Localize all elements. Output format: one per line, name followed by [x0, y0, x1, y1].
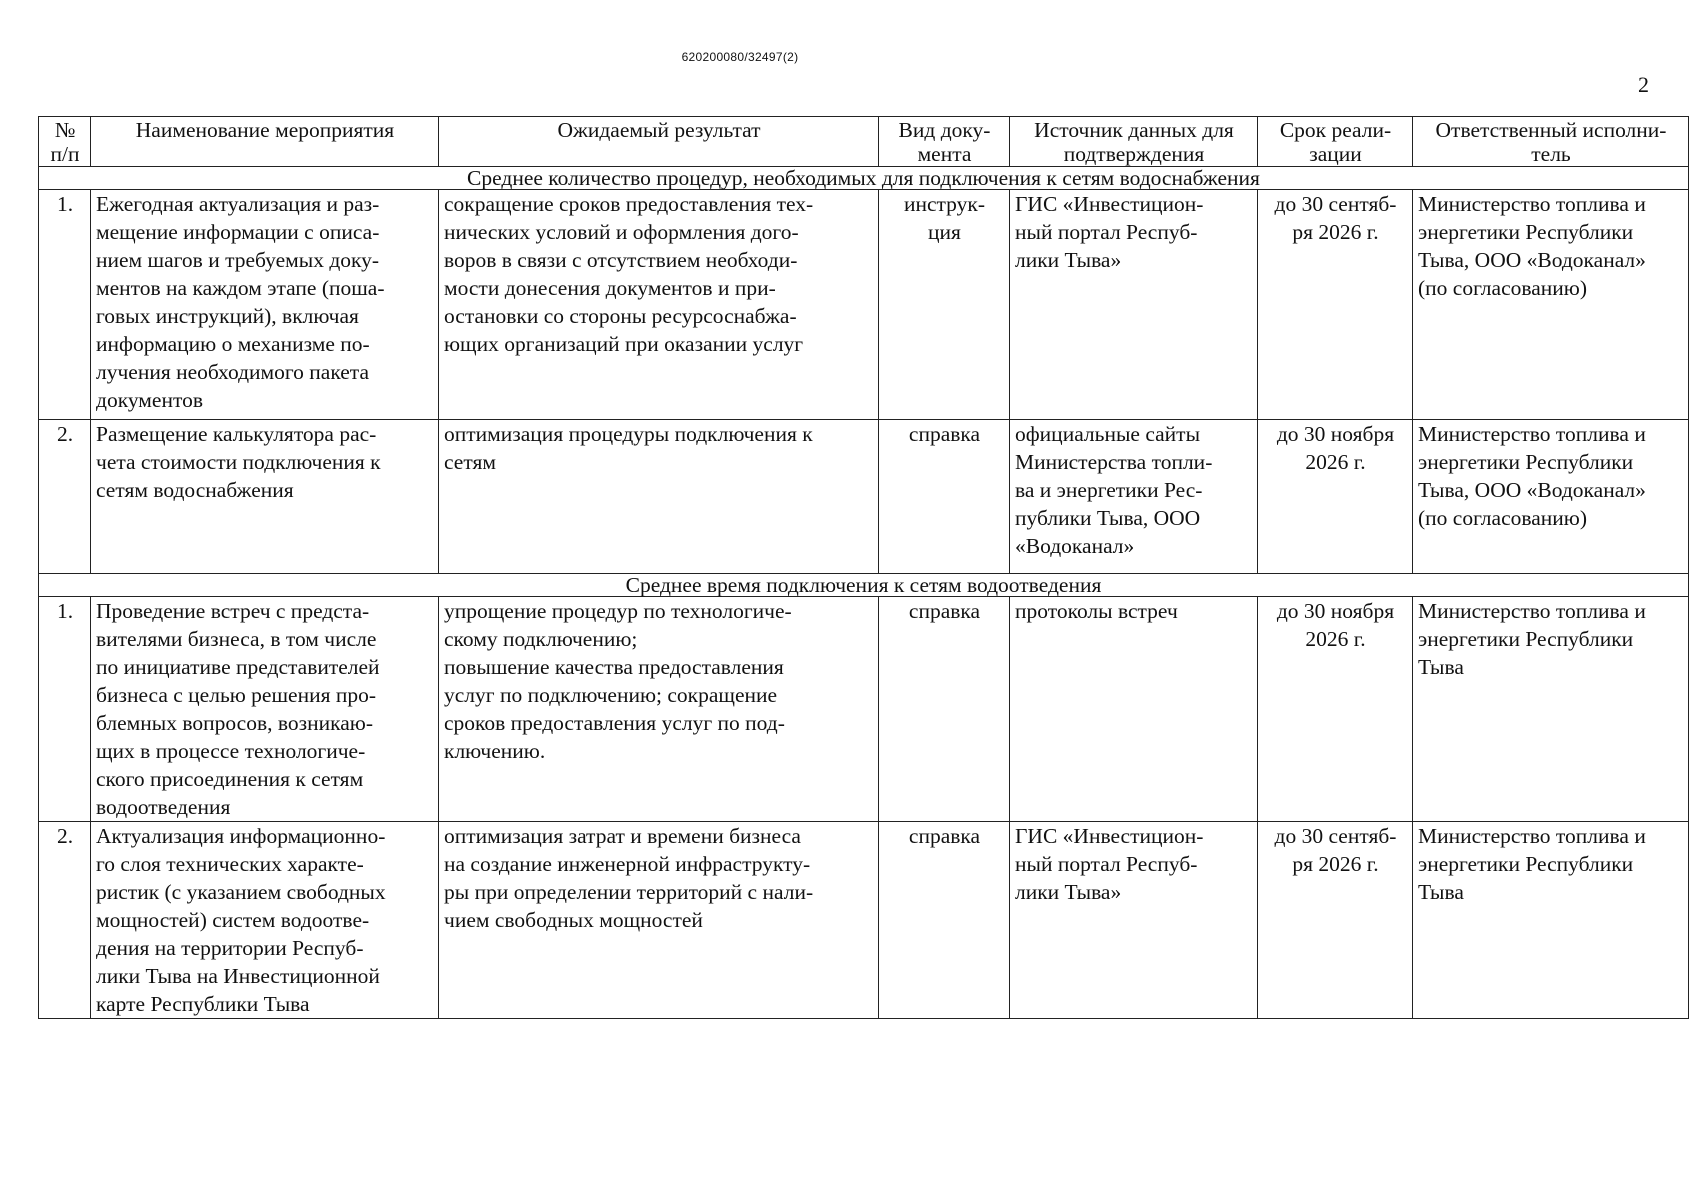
- action-plan-table: [38, 116, 1689, 1019]
- header-number: [39, 117, 91, 167]
- cell-deadline: [1258, 420, 1413, 574]
- cell-line: повышение качества предоставления: [444, 655, 784, 679]
- cell-line: скому подключению;: [444, 627, 638, 651]
- cell-line: справка: [908, 824, 981, 848]
- cell-line: Министерство топлива и: [1418, 422, 1646, 446]
- cell-line: до 30 сентяб-: [1274, 192, 1397, 216]
- cell-line: остановки со стороны ресурсоснабжа-: [444, 304, 797, 328]
- cell-line: ключению.: [444, 739, 546, 763]
- cell-line: (по согласованию): [1418, 506, 1588, 530]
- header-line: п/п: [50, 142, 80, 166]
- cell-action-name: [91, 420, 439, 574]
- cell-line: воров в связи с отсутствием необходи-: [444, 248, 798, 272]
- cell-responsible: [1413, 190, 1689, 420]
- cell-line: Министерство топлива и: [1418, 599, 1646, 623]
- cell-line: Размещение калькулятора рас-: [96, 422, 377, 446]
- header-line: Ответственный исполни-: [1435, 118, 1667, 142]
- cell-document-type: [879, 822, 1010, 1019]
- cell-line: до 30 сентяб-: [1274, 824, 1397, 848]
- document-id: 620200080/32497(2): [681, 50, 799, 64]
- cell-line: справка: [908, 599, 981, 623]
- cell-line: говых инструкций), включая: [96, 304, 359, 328]
- cell-line: лики Тыва на Инвестиционной: [96, 964, 380, 988]
- header-line: тель: [1531, 142, 1571, 166]
- cell-line: протоколы встреч: [1015, 599, 1178, 623]
- cell-line: Министерство топлива и: [1418, 192, 1646, 216]
- header-line: зации: [1309, 142, 1362, 166]
- cell-line: мещение информации с описа-: [96, 220, 380, 244]
- cell-line: упрощение процедур по технологиче-: [444, 599, 792, 623]
- header-source: [1010, 117, 1258, 167]
- header-line: подтверждения: [1063, 142, 1205, 166]
- cell-line: дения на территории Респуб-: [96, 936, 364, 960]
- cell-line: карте Республики Тыва: [96, 992, 310, 1016]
- cell-line: Проведение встреч с предста-: [96, 599, 370, 623]
- cell-document-type: [879, 190, 1010, 420]
- cell-line: информацию о механизме по-: [96, 332, 370, 356]
- cell-line: ГИС «Инвестицион-: [1015, 824, 1204, 848]
- cell-line: оптимизация процедуры подключения к: [444, 422, 813, 446]
- section-title: Среднее количество процедур, необходимых для подключения к сетям водоснабжения: [39, 167, 1689, 190]
- cell-expected-result: [439, 420, 879, 574]
- header-line: №: [54, 118, 76, 142]
- cell-expected-result: [439, 822, 879, 1019]
- cell-line: щих в процессе технологиче-: [96, 739, 366, 763]
- cell-line: Ежегодная актуализация и раз-: [96, 192, 380, 216]
- cell-line: Тыва: [1418, 655, 1464, 679]
- cell-line: документов: [96, 388, 203, 412]
- header-term: [1258, 117, 1413, 167]
- cell-line: оптимизация затрат и времени бизнеса: [444, 824, 801, 848]
- cell-line: сетям: [444, 450, 496, 474]
- cell-line: 2026 г.: [1305, 450, 1366, 474]
- cell-line: ристик (с указанием свободных: [96, 880, 386, 904]
- header-line: Вид доку-: [898, 118, 991, 142]
- cell-data-source: [1010, 597, 1258, 822]
- cell-line: Министерство топлива и: [1418, 824, 1646, 848]
- table-header-row: [39, 117, 1689, 167]
- header-line: Срок реали-: [1279, 118, 1392, 142]
- cell-line: Министерства топли-: [1015, 450, 1213, 474]
- cell-action-name: [91, 190, 439, 420]
- cell-line: до 30 ноября: [1276, 599, 1395, 623]
- header-doc-type: [879, 117, 1010, 167]
- cell-line: лики Тыва»: [1015, 248, 1122, 272]
- cell-line: Тыва: [1418, 880, 1464, 904]
- header-responsible: [1413, 117, 1689, 167]
- header-result: [439, 117, 879, 167]
- cell-line: публики Тыва, ООО: [1015, 506, 1201, 530]
- cell-line: сроков предоставления услуг по под-: [444, 711, 785, 735]
- cell-expected-result: [439, 190, 879, 420]
- cell-line: Тыва, ООО «Водоканал»: [1418, 248, 1646, 272]
- section-row: [39, 167, 1689, 190]
- cell-line: ва и энергетики Рес-: [1015, 478, 1203, 502]
- cell-line: ГИС «Инвестицион-: [1015, 192, 1204, 216]
- cell-line: блемных вопросов, возникаю-: [96, 711, 373, 735]
- cell-line: сетям водоснабжения: [96, 478, 294, 502]
- cell-line: лучения необходимого пакета: [96, 360, 370, 384]
- cell-expected-result: [439, 597, 879, 822]
- cell-line: водоотведения: [96, 795, 231, 819]
- cell-line: (по согласованию): [1418, 276, 1588, 300]
- cell-line: ментов на каждом этапе (поша-: [96, 276, 385, 300]
- cell-line: энергетики Республики: [1418, 852, 1634, 876]
- cell-line: нических условий и оформления дого-: [444, 220, 799, 244]
- cell-line: энергетики Республики: [1418, 450, 1634, 474]
- cell-line: чета стоимости подключения к: [96, 450, 381, 474]
- header-line: Наименование мероприятия: [135, 118, 395, 142]
- cell-line: официальные сайты: [1015, 422, 1201, 446]
- cell-line: го слоя технических характе-: [96, 852, 364, 876]
- table-row: [39, 420, 1689, 574]
- section-title: Среднее время подключения к сетям водоотведения: [39, 574, 1689, 597]
- table-row: [39, 597, 1689, 822]
- cell-number: 1.: [39, 597, 91, 822]
- cell-deadline: [1258, 190, 1413, 420]
- cell-line: вителями бизнеса, в том числе: [96, 627, 377, 651]
- cell-line: нием шагов и требуемых доку-: [96, 248, 380, 272]
- header-line: Источник данных для: [1034, 118, 1234, 142]
- cell-line: мощностей) систем водоотве-: [96, 908, 370, 932]
- cell-line: ры при определении территорий с нали-: [444, 880, 814, 904]
- cell-line: ный портал Респуб-: [1015, 852, 1198, 876]
- cell-deadline: [1258, 822, 1413, 1019]
- cell-line: чием свободных мощностей: [444, 908, 703, 932]
- cell-line: Актуализация информационно-: [96, 824, 386, 848]
- table-row: [39, 190, 1689, 420]
- cell-number: 2.: [39, 420, 91, 574]
- cell-document-type: [879, 420, 1010, 574]
- cell-line: услуг по подключению; сокращение: [444, 683, 778, 707]
- cell-action-name: [91, 597, 439, 822]
- cell-responsible: [1413, 822, 1689, 1019]
- cell-responsible: [1413, 420, 1689, 574]
- cell-line: энергетики Республики: [1418, 627, 1634, 651]
- cell-line: бизнеса с целью решения про-: [96, 683, 377, 707]
- cell-line: Тыва, ООО «Водоканал»: [1418, 478, 1646, 502]
- cell-line: «Водоканал»: [1015, 534, 1135, 558]
- cell-deadline: [1258, 597, 1413, 822]
- cell-line: справка: [908, 422, 981, 446]
- cell-line: ный портал Респуб-: [1015, 220, 1198, 244]
- section-row: [39, 574, 1689, 597]
- cell-number: 1.: [39, 190, 91, 420]
- cell-line: лики Тыва»: [1015, 880, 1122, 904]
- cell-number: 2.: [39, 822, 91, 1019]
- cell-line: ря 2026 г.: [1292, 852, 1379, 876]
- table-row: [39, 822, 1689, 1019]
- cell-line: энергетики Республики: [1418, 220, 1634, 244]
- cell-line: сокращение сроков предоставления тех-: [444, 192, 814, 216]
- cell-data-source: [1010, 420, 1258, 574]
- cell-line: ющих организаций при оказании услуг: [444, 332, 804, 356]
- cell-line: мости донесения документов и при-: [444, 276, 776, 300]
- header-line: Ожидаемый результат: [557, 118, 761, 142]
- cell-line: инструк-: [903, 192, 986, 216]
- header-name: [91, 117, 439, 167]
- cell-data-source: [1010, 822, 1258, 1019]
- header-line: мента: [917, 142, 972, 166]
- cell-data-source: [1010, 190, 1258, 420]
- cell-line: ря 2026 г.: [1292, 220, 1379, 244]
- cell-document-type: [879, 597, 1010, 822]
- cell-line: до 30 ноября: [1276, 422, 1395, 446]
- page-number: 2: [1638, 72, 1649, 97]
- cell-line: 2026 г.: [1305, 627, 1366, 651]
- cell-line: на создание инженерной инфраструкту-: [444, 852, 811, 876]
- cell-action-name: [91, 822, 439, 1019]
- cell-responsible: [1413, 597, 1689, 822]
- cell-line: ского присоединения к сетям: [96, 767, 364, 791]
- cell-line: по инициативе представителей: [96, 655, 380, 679]
- cell-line: ция: [928, 220, 961, 244]
